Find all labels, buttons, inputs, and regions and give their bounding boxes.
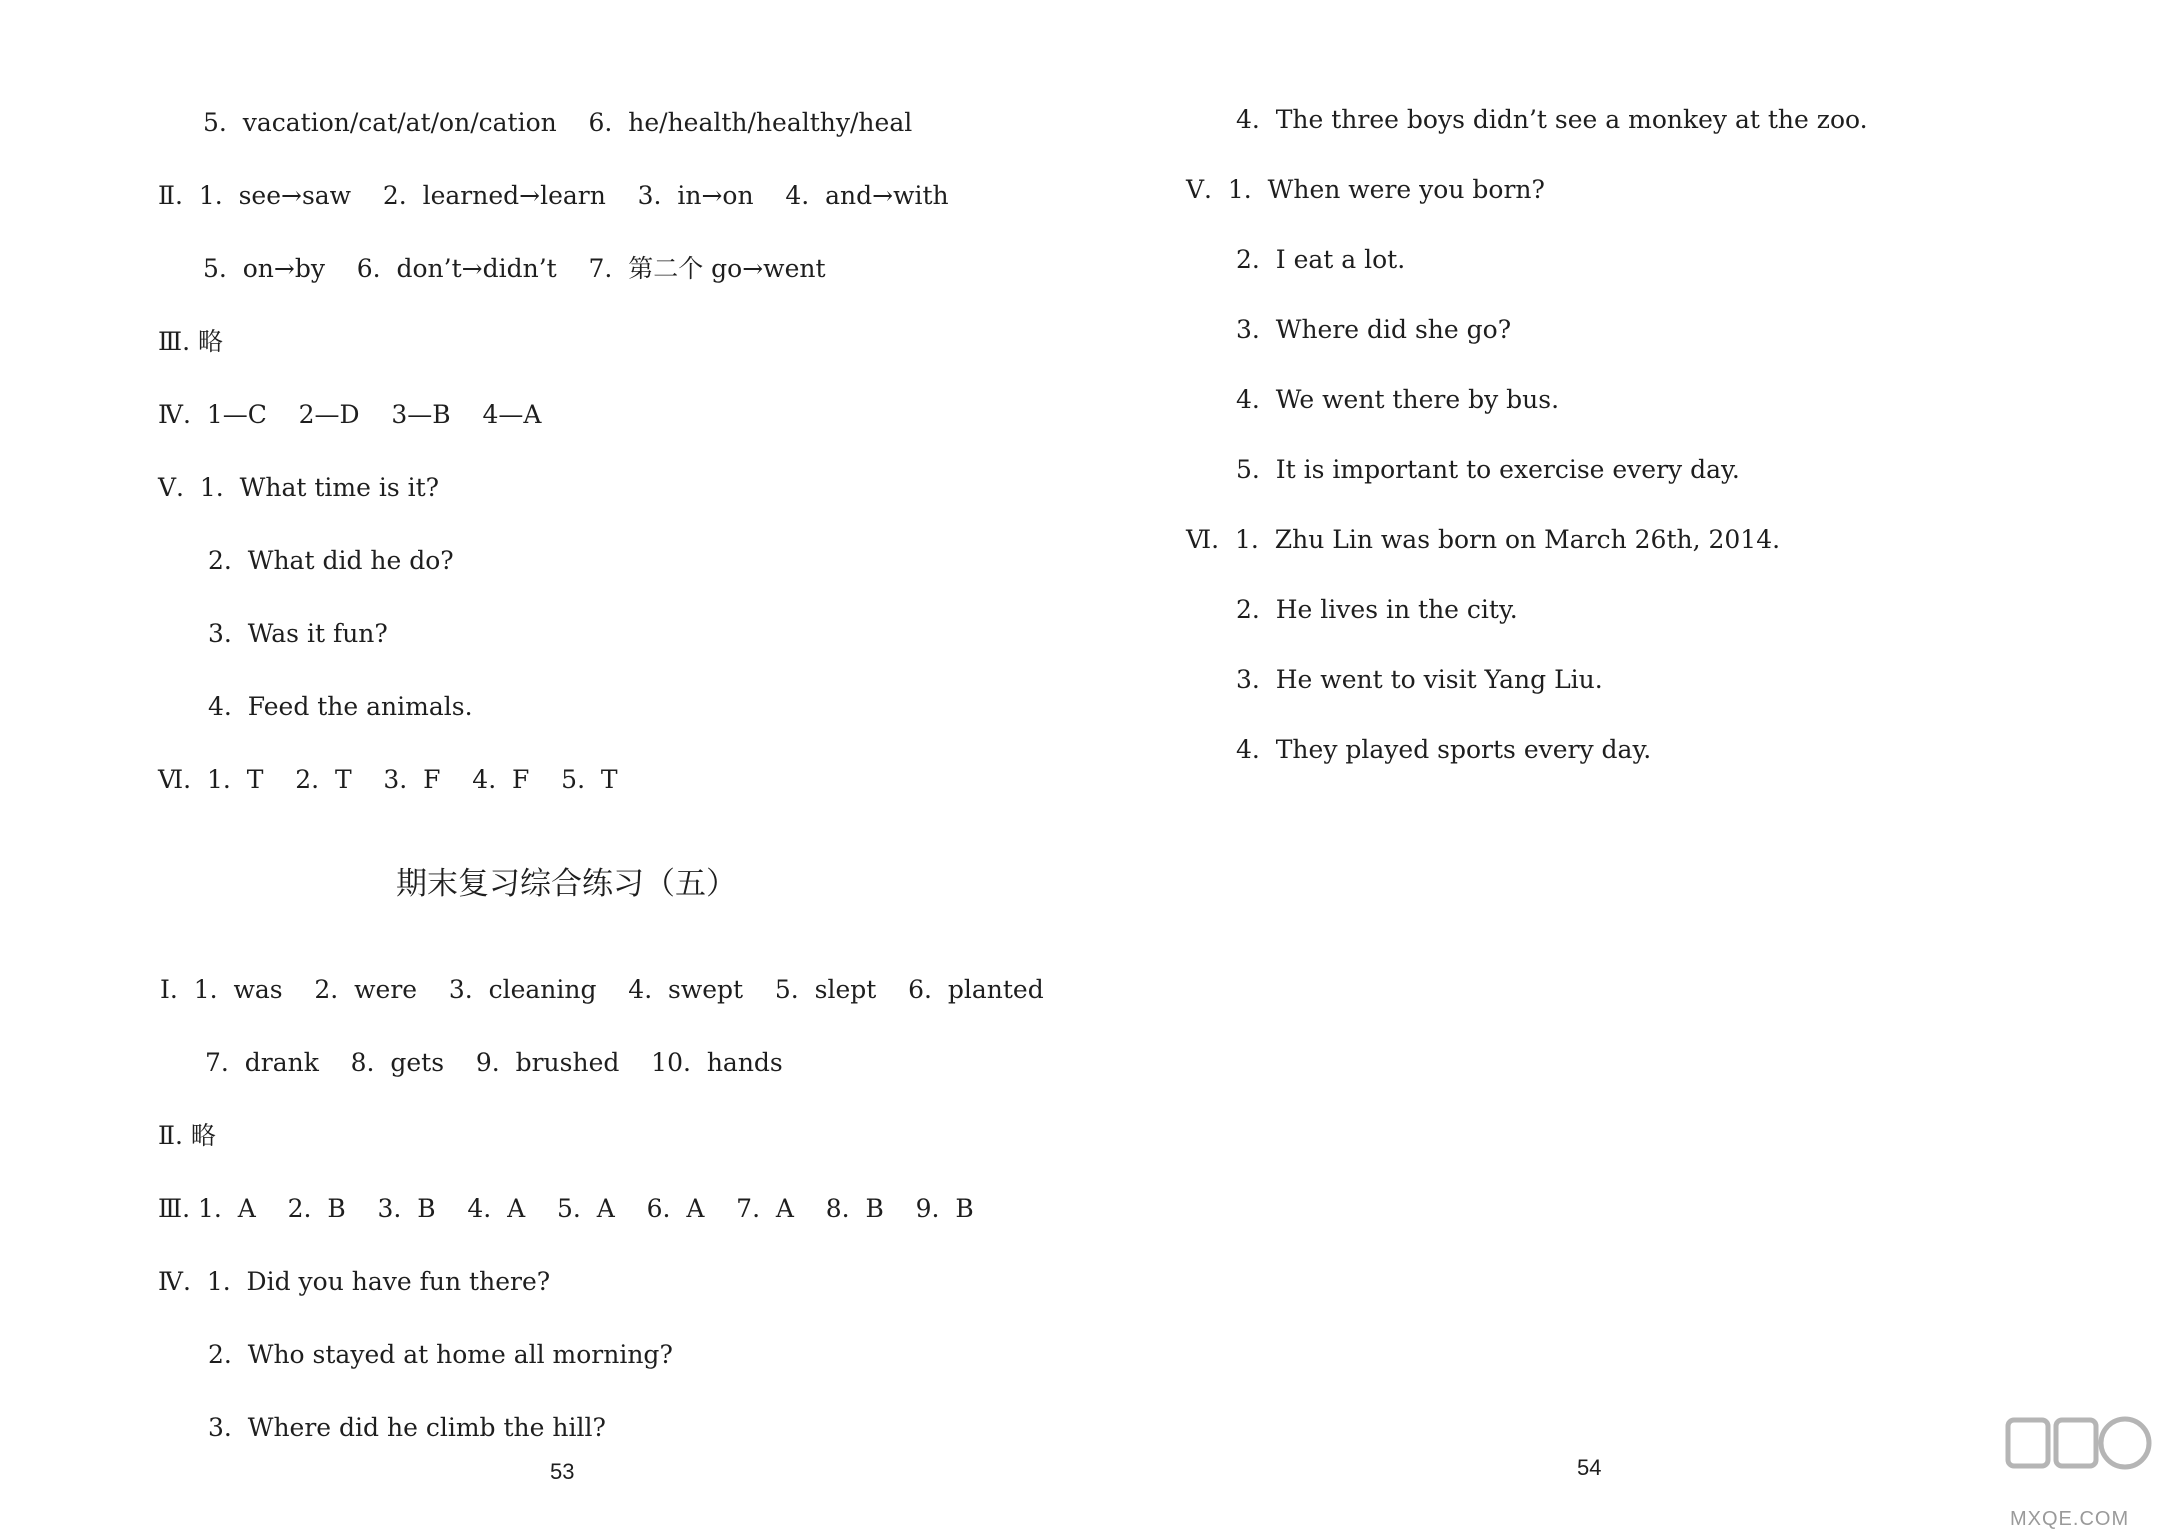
answer-line: Ⅵ. 1. Zhu Lin was born on March 26th, 2014. — [1186, 525, 1781, 554]
answer-line: 3. He went to visit Yang Liu. — [1236, 665, 1603, 694]
answer-line: Ⅵ. 1. T 2. T 3. F 4. F 5. T — [158, 765, 618, 794]
answer-line: Ⅲ. 1. A 2. B 3. B 4. A 5. A 6. A 7. A 8. B 9. B — [158, 1194, 974, 1223]
answer-line: 3. Where did she go? — [1236, 315, 1512, 344]
answer-line: 2. Who stayed at home all morning? — [208, 1340, 673, 1369]
answer-line: Ⅰ. 1. was 2. were 3. cleaning 4. swept 5. slept 6. planted — [160, 975, 1044, 1004]
answer-line: Ⅳ. 1. Did you have fun there? — [158, 1267, 551, 1296]
answer-line: 4. Feed the animals. — [208, 692, 473, 721]
page-number: 54 — [1577, 1455, 1602, 1480]
answer-line: 5. on→by 6. don’t→didn’t 7. 第二个 go→went — [203, 254, 826, 283]
answer-line: 2. He lives in the city. — [1236, 595, 1518, 624]
answer-line: 2. What did he do? — [208, 546, 454, 575]
answer-line: Ⅳ. 1—C 2—D 3—B 4—A — [158, 400, 542, 429]
watermark-logo-icon — [2000, 1410, 2155, 1515]
answer-line: 5. It is important to exercise every day. — [1236, 455, 1740, 484]
page-number: 53 — [550, 1459, 575, 1484]
answer-line: 2. I eat a lot. — [1236, 245, 1406, 274]
answer-line: 3. Was it fun? — [208, 619, 388, 648]
answer-line: Ⅴ. 1. When were you born? — [1186, 175, 1545, 204]
answer-line: Ⅱ. 略 — [158, 1121, 216, 1150]
answer-line: 3. Where did he climb the hill? — [208, 1413, 606, 1442]
answer-line: Ⅱ. 1. see→saw 2. learned→learn 3. in→on 4. and→with — [158, 181, 949, 210]
answer-line: 4. We went there by bus. — [1236, 385, 1560, 414]
answer-line: 4. The three boys didn’t see a monkey at the zoo. — [1236, 105, 1868, 134]
answer-line: Ⅴ. 1. What time is it? — [158, 473, 440, 502]
answer-line: Ⅲ. 略 — [158, 327, 224, 356]
section-title: 期末复习综合练习（五） — [396, 866, 737, 902]
answer-line: 4. They played sports every day. — [1236, 735, 1652, 764]
answer-line: 5. vacation/cat/at/on/cation 6. he/health/healthy/heal — [203, 108, 913, 137]
answer-line: 7. drank 8. gets 9. brushed 10. hands — [205, 1048, 783, 1077]
watermark-text: MXQE.COM — [2010, 1508, 2130, 1530]
